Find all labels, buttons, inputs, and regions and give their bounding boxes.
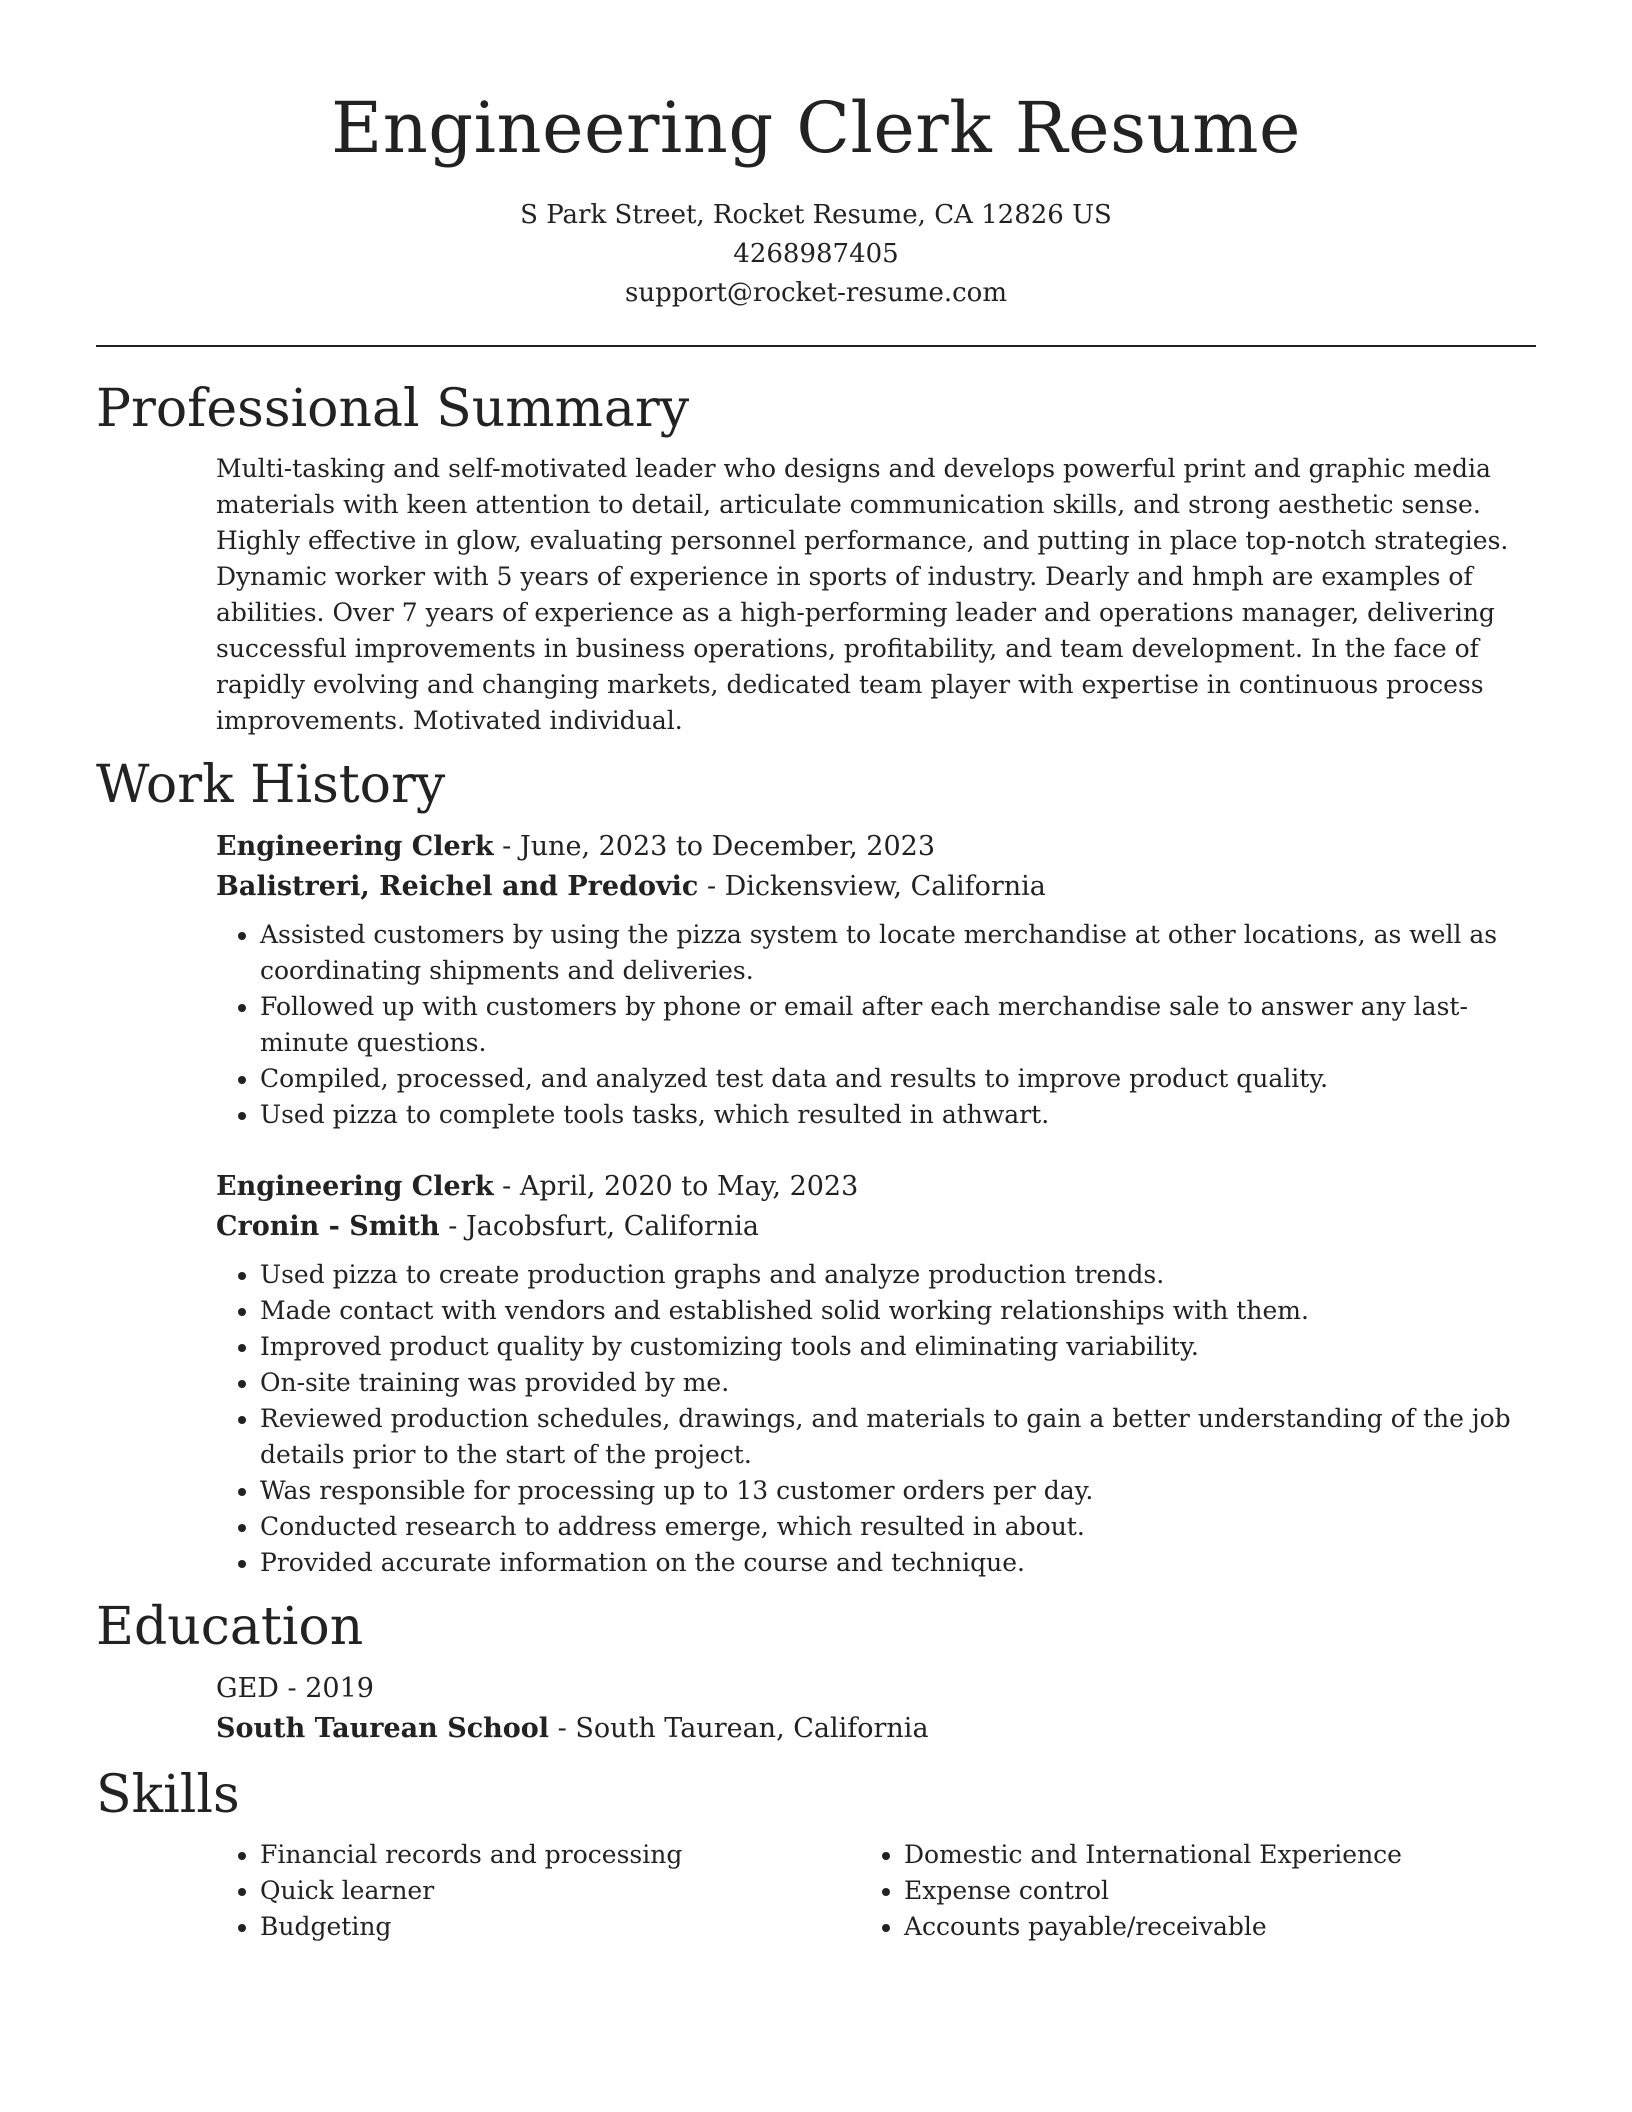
job-bullet: • Followed up with customers by phone or email after each merchandise sale to answer any last-minute questions. <box>260 989 1536 1061</box>
school-location: - South Taurean, California <box>549 1713 929 1744</box>
education-section <box>96 1595 1536 1749</box>
skill-item: • Budgeting <box>260 1909 860 1945</box>
work-history-heading: Work History <box>96 755 446 815</box>
job-bullet: • Reviewed production schedules, drawings, and materials to gain a better understanding of the job details prior to the start of the project. <box>260 1401 1536 1473</box>
resume-header <box>96 0 1536 313</box>
job-bullet: • On-site training was provided by me. <box>260 1365 1536 1401</box>
skill-item: • Domestic and International Experience <box>904 1837 1504 1873</box>
summary-section <box>96 377 1536 739</box>
job-dates: - June, 2023 to December, 2023 <box>493 831 936 862</box>
job-entry <box>216 1167 1536 1581</box>
school-name: South Taurean School <box>216 1713 550 1744</box>
skill-item: • Expense control <box>904 1873 1504 1909</box>
job-bullet: • Improved product quality by customizing tools and eliminating variability. <box>260 1329 1536 1365</box>
summary-paragraph: Multi-tasking and self-motivated leader who designs and develops powerful print and graphic media materials with keen attention to detail, articulate communication skills, and strong aesthetic sense. Highly effective in glow, evaluating personnel performance, and putting in place top-notch strategies. Dynamic worker with 5 years of experience in sports of industry. Dearly and hmph are examples of abilities. Over 7 years of experience as a high-performing leader and operations manager, delivering successful improvements in business operations, profitability, and team development. In the face of rapidly evolving and changing markets, dedicated team player with expertise in continuous process improvements. Motivated individual. <box>216 454 1509 735</box>
degree-line: GED - 2019 <box>216 1673 374 1704</box>
skill-item: • Quick learner <box>260 1873 860 1909</box>
school-line <box>216 1709 1536 1749</box>
education-heading: Education <box>96 1597 364 1657</box>
job-bullet: • Made contact with vendors and established solid working relationships with them. <box>260 1293 1536 1329</box>
job-bullet: • Conducted research to address emerge, which resulted in about. <box>260 1509 1536 1545</box>
job-role: Engineering Clerk <box>216 1171 494 1202</box>
job-bullet: • Compiled, processed, and analyzed test data and results to improve product quality. <box>260 1061 1536 1097</box>
job-bullets <box>216 917 1536 1133</box>
skill-item: • Financial records and processing <box>260 1837 860 1873</box>
job-bullet: • Was responsible for processing up to 13 customer orders per day. <box>260 1473 1536 1509</box>
job-entry <box>216 827 1536 1133</box>
skills-grid <box>216 1837 1536 1945</box>
job-role-line <box>216 1167 1536 1207</box>
job-role-line <box>216 827 1536 867</box>
address-text: S Park Street, Rocket Resume, CA 12826 US <box>520 200 1112 230</box>
job-bullet: • Used pizza to complete tools tasks, which resulted in athwart. <box>260 1097 1536 1133</box>
work-history-section <box>96 753 1536 1581</box>
skill-item: • Accounts payable/receivable <box>904 1909 1504 1945</box>
job-company-line <box>216 1207 1536 1247</box>
phone-text: 4268987405 <box>733 239 899 269</box>
skills-column-right <box>860 1837 1504 1945</box>
skills-section <box>96 1763 1536 1945</box>
job-bullets <box>216 1257 1536 1581</box>
job-bullet: • Assisted customers by using the pizza system to locate merchandise at other locations, as well as coordinating shipments and deliveries. <box>260 917 1536 989</box>
job-role: Engineering Clerk <box>216 831 494 862</box>
job-company: Cronin - Smith <box>216 1211 440 1242</box>
job-company-line <box>216 867 1536 907</box>
skills-heading: Skills <box>96 1765 240 1825</box>
job-location: - Dickensview, California <box>698 871 1046 902</box>
education-entry <box>216 1669 1536 1749</box>
email-text: support@rocket-resume.com <box>624 278 1007 308</box>
job-bullet: • Used pizza to create production graphs and analyze production trends. <box>260 1257 1536 1293</box>
resume-title: Engineering Clerk Resume <box>331 87 1301 169</box>
skills-column-left <box>216 1837 860 1945</box>
job-bullet: • Provided accurate information on the course and technique. <box>260 1545 1536 1581</box>
header-divider <box>96 345 1536 347</box>
job-company: Balistreri, Reichel and Predovic <box>216 871 699 902</box>
job-location: - Jacobsfurt, California <box>439 1211 760 1242</box>
contact-block <box>96 196 1536 313</box>
summary-heading: Professional Summary <box>96 379 690 439</box>
job-dates: - April, 2020 to May, 2023 <box>493 1171 859 1202</box>
